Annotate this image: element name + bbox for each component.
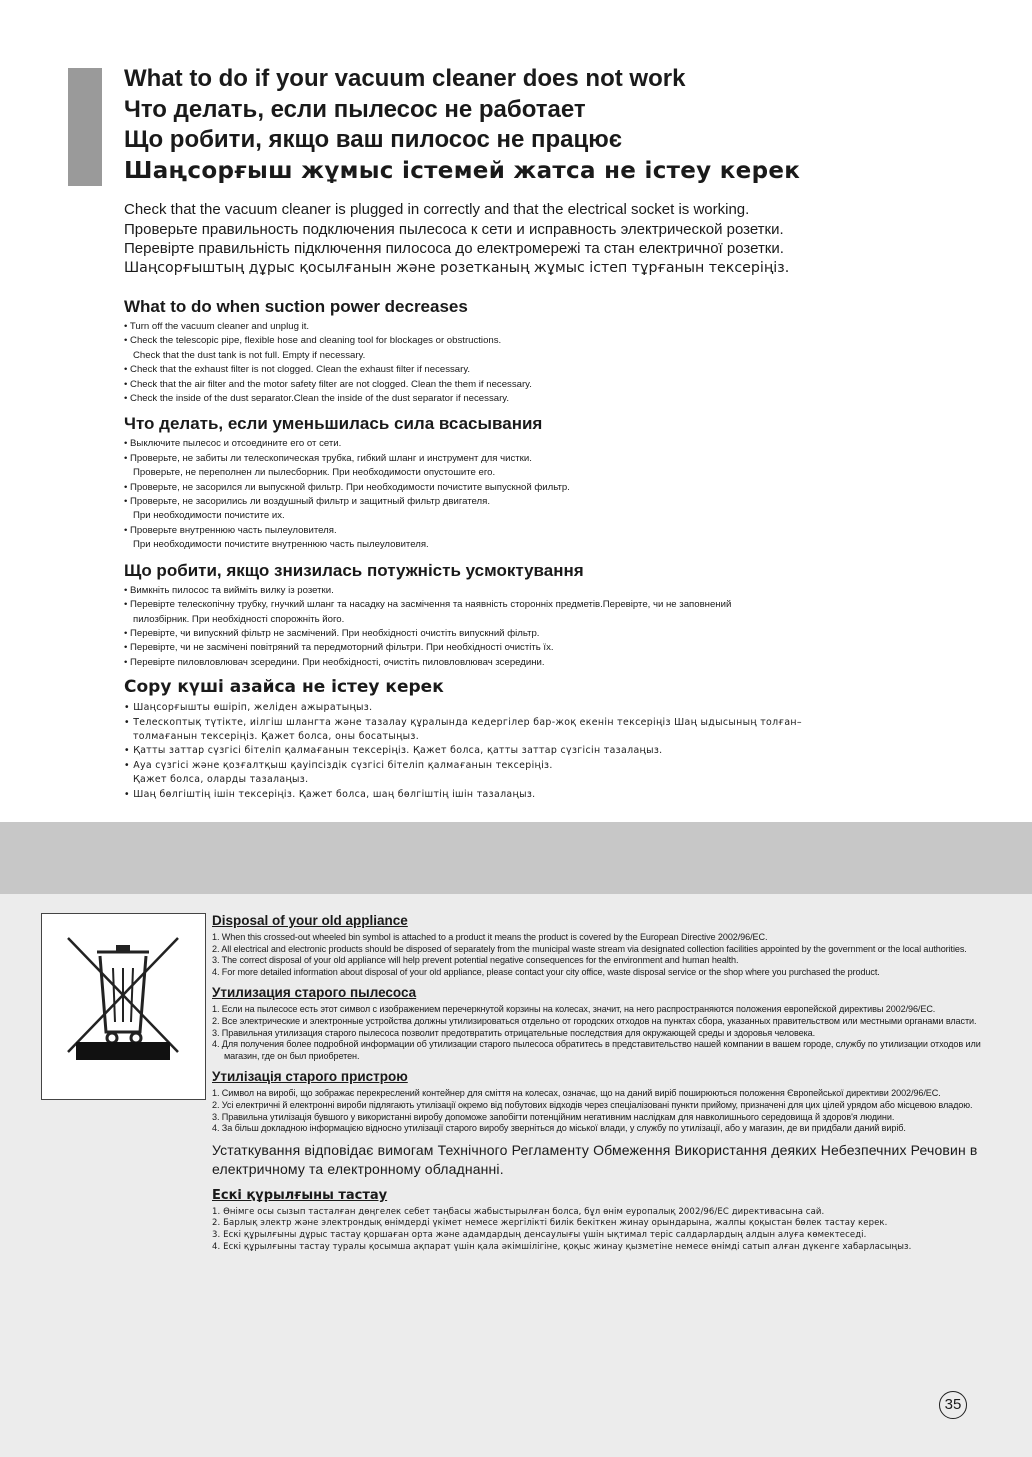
list-item: пилозбірник. При необхідності спорожніть його. xyxy=(133,613,345,625)
list-item: 4. Ескі құрылғыны тастау туралы қосымша ақпарат үшін қала әкімшілігіне, қоқыс жинау қызметіне немесе өнімді сатып алған дүкенге хабарласыңыз. xyxy=(212,1241,912,1252)
list-item: 2. Барлық электр және электрондық өнімдерді үкімет немесе жергілікті билік бекіткен жинау орындарына, жалпы қоқыстан бөлек тастау керек. xyxy=(212,1218,888,1229)
list-item: 1. Если на пылесосе есть этот символ с изображением перечеркнутой корзины на колесах, значит, на него распространяются положения европейской директивы 2002/96/EC. xyxy=(212,1004,936,1015)
list-item: • Выключите пылесос и отсоедините его от сети. xyxy=(124,438,342,450)
list-item: • Перевірте, чи не засмічені повітряний та передмоторний фільтри. При необхідності очистіть їх. xyxy=(124,642,554,654)
list-item: 1. Өнімге осы сызып тасталған дөңгелек себет таңбасы жабыстырылған болса, бұл өнім еуропалық 2002/96/ЕС директивасына сай. xyxy=(212,1206,825,1217)
intro-en: Check that the vacuum cleaner is plugged in correctly and that the electrical socket is working. xyxy=(124,201,750,218)
page-number: 35 xyxy=(939,1391,967,1419)
list-item: При необходимости почистите внутреннюю часть пылеуловителя. xyxy=(133,539,429,551)
list-item: 3. Правильная утилизация старого пылесоса позволит предотвратить отрицательные последствия для окружающей среды и здоровья человека. xyxy=(212,1027,816,1038)
list-item: • Телескоптық түтікте, иілгіш шлангта және тазалау құралында кедергілер бар-жоқ екенін тексеріңіз Шаң ыдысының толған– xyxy=(124,716,802,728)
disposal-list-en xyxy=(212,932,982,978)
intro-uk: Перевірте правильність підключення пилососа до електромережі та стан електричної розетки. xyxy=(124,240,784,257)
intro-ru: Проверьте правильность подключения пылесоса к сети и исправность электрической розетки. xyxy=(124,220,784,238)
list-item: • Проверьте, не засорились ли воздушный фильтр и защитный фильтр двигателя. xyxy=(124,496,491,508)
list-item: • Проверьте внутреннюю часть пылеуловителя. xyxy=(124,524,337,536)
list-item: 4. Для получения более подробной информации об утилизации старого пылесоса обратитесь в представительство нашей компании в вашем городе, службу по утилизации отходов или магазин, где он был приобретен. xyxy=(212,1039,981,1061)
disposal-title-en: Disposal of your old appliance xyxy=(212,913,408,928)
page-titles xyxy=(124,64,1004,186)
list-item: • Check that the air filter and the motor safety filter are not clogged. Clean the them if necessary. xyxy=(124,378,532,390)
list-item: • Перевірте пиловловлювач зсередини. При необхідності, очистіть пиловловлювач зсередини. xyxy=(124,656,545,668)
title-uk: Що робити, якщо ваш пилосос не працює xyxy=(124,126,623,153)
list-item: 2. Усі електричні й електронні вироби підлягають утилізації окремо від побутових відходів через спеціалізовані пункти прийому, призначені для цих цілей урядом або місцевою владою. xyxy=(212,1099,973,1110)
disposal-title-ru: Утилизация старого пылесоса xyxy=(212,985,417,1001)
list-item: 4. За більш докладною інформацією відносно утилізації старого виробу зверніться до міської влади, у службу по утилізації, або у магазин, де ви придбали даний виріб. xyxy=(212,1123,906,1134)
list-item: 3. Правильна утилізація бувшого у використанні виробу допоможе запобігти потенційним негативним наслідкам для навколишнього середовища й здоров'я людини. xyxy=(212,1111,895,1122)
list-item: • Check the telescopic pipe, flexible hose and cleaning tool for blockages or obstructions. xyxy=(124,335,502,347)
list-item: толмағанын тексеріңіз. Қажет болса, оны босатыңыз. xyxy=(133,730,420,742)
section-list-kz xyxy=(124,701,1004,802)
list-item: • Проверьте, не забиты ли телескопическая трубка, гибкий шланг и инструмент для чистки. xyxy=(124,452,532,464)
list-item: • Перевірте, чи випускний фільтр не засмічений. При необхідності очистіть випускний фільтр. xyxy=(124,627,540,639)
weee-symbol-box xyxy=(41,913,206,1100)
title-ru: Что делать, если пылесос не работает xyxy=(124,95,586,123)
section-list-uk xyxy=(124,584,1004,670)
list-item: 1. Символ на виробі, що зображає перекреслений контейнер для сміття на колесах, означає, що на даний виріб поширюються положення Європейської директиви 2002/96/EC. xyxy=(212,1088,941,1099)
disposal-title-uk: Утилізація старого пристрою xyxy=(212,1069,408,1085)
disposal-section xyxy=(212,912,982,1259)
list-item: Check that the dust tank is not full. Empty if necessary. xyxy=(133,349,366,361)
list-item: • Проверьте, не засорился ли выпускной фильтр. При необходимости почистите выпускной фильтр. xyxy=(124,481,570,493)
gray-divider-band xyxy=(0,822,1032,894)
section-list-en xyxy=(124,320,1004,406)
intro-block xyxy=(124,200,1024,278)
list-item: 1. When this crossed-out wheeled bin symbol is attached to a product it means the product is covered by the European Directive 2002/96/EC. xyxy=(212,932,768,942)
list-item: • Вимкніть пилосос та вийміть вилку із розетки. xyxy=(124,584,334,596)
section-title-ru: Что делать, если уменьшилась сила всасывания xyxy=(124,414,543,434)
list-item: Қажет болса, оларды тазалаңыз. xyxy=(133,774,309,786)
side-accent-bar xyxy=(68,68,102,186)
list-item: • Қатты заттар сүзгісі бітеліп қалмағанын тексеріңіз. Қажет болса, қатты заттар сүзгісін тазалаңыз. xyxy=(124,745,663,757)
section-list-ru xyxy=(124,437,1004,552)
list-item: • Перевірте телескопічну трубку, гнучкий шланг та насадку на засмічення та наявність сторонніх предметів.Перевірте, чи не заповнений xyxy=(124,599,732,611)
list-item: 3. The correct disposal of your old appliance will help prevent potential negative consequences for the environment and human health. xyxy=(212,955,739,966)
list-item: 3. Ескі құрылғыны дұрыс тастау қоршаған орта және адамдардың денсаулығы үшін ықтимал теріс салдарлардың алдын алуға көмектеседі. xyxy=(212,1229,867,1240)
list-item: • Turn off the vacuum cleaner and unplug it. xyxy=(124,321,310,332)
section-title-kz: Сору күші азайса не істеу керек xyxy=(124,677,444,698)
disposal-title-kz: Ескі құрылғыны тастау xyxy=(212,1187,388,1203)
disposal-list-uk xyxy=(212,1088,982,1134)
title-en: What to do if your vacuum cleaner does not work xyxy=(124,65,686,92)
crossed-out-bin-icon xyxy=(42,914,205,1099)
title-kz: Шаңсорғыш жұмыс істемей жатса не істеу керек xyxy=(124,157,801,184)
ua-compliance-note: Устаткування відповідає вимогам Технічного Регламенту Обмеження Використання деяких Небезпечних Речовин в електричному та електронному обладнанні. xyxy=(212,1141,978,1178)
list-item: • Check that the exhaust filter is not clogged. Clean the exhaust filter if necessary. xyxy=(124,364,471,376)
list-item: Проверьте, не переполнен ли пылесборник. При необходимости опустошите его. xyxy=(133,467,496,479)
list-item: При необходимости почистите их. xyxy=(133,510,285,522)
list-item: • Шаң бөлгіштің ішін тексеріңіз. Қажет болса, шаң бөлгіштің ішін тазалаңыз. xyxy=(124,788,536,800)
disposal-list-ru xyxy=(212,1004,982,1062)
list-item: 2. All electrical and electronic products should be disposed of separately from the municipal waste stream via designated collection facilities appointed by the government or the local authorities. xyxy=(212,943,967,954)
list-item: • Шаңсорғышты өшіріп, желіден ажыратыңыз. xyxy=(124,702,373,714)
list-item: • Ауа сүзгісі және қозғалтқыш қауіпсіздік сүзгісі бітеліп қалмағанын тексеріңіз. xyxy=(124,759,553,771)
section-title-uk: Що робити, якщо знизилась потужність усмоктування xyxy=(124,560,584,580)
intro-kz: Шаңсорғыштың дұрыс қосылғанын және розетканың жұмыс істеп тұрғанын тексеріңіз. xyxy=(124,259,790,276)
suction-sections xyxy=(124,296,1004,809)
list-item: 4. For more detailed information about disposal of your old appliance, please contact your city office, waste disposal service or the shop where you purchased the product. xyxy=(212,966,880,977)
section-title-en: What to do when suction power decreases xyxy=(124,297,468,316)
list-item: • Check the inside of the dust separator.Clean the inside of the dust separator if necessary. xyxy=(124,393,510,405)
list-item: 2. Все электрические и электронные устройства должны утилизироваться отдельно от городских отходов на пунктах сбора, указанных правительством или местными органами власти. xyxy=(212,1015,977,1026)
disposal-list-kz xyxy=(212,1207,982,1253)
